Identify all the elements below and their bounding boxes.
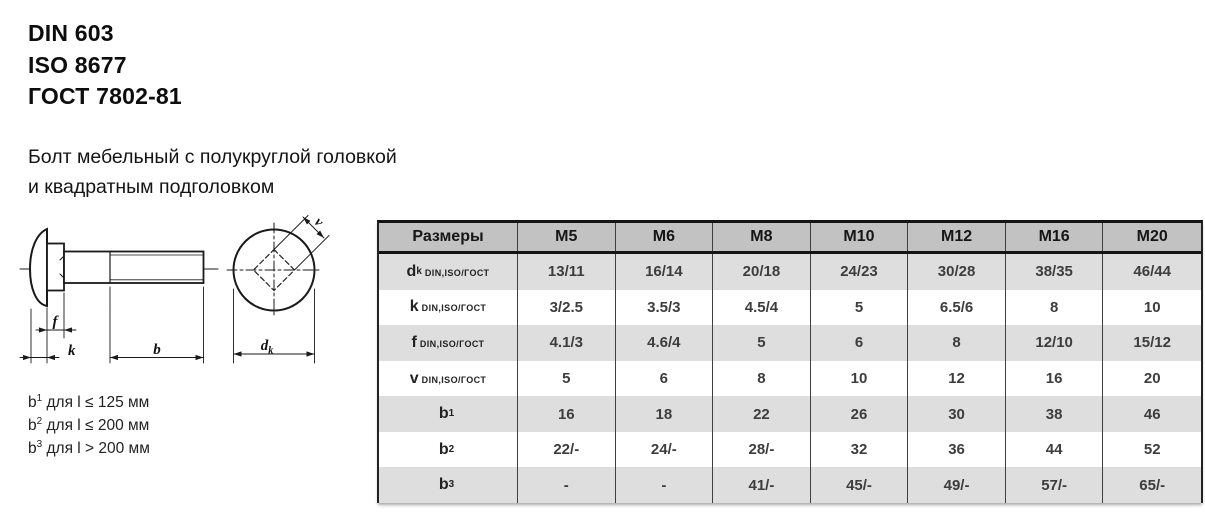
- cell-value: 12/10: [1006, 325, 1104, 361]
- cell-value: 22/-: [518, 432, 616, 468]
- cell-value: 38/35: [1006, 254, 1104, 290]
- cell-value: 20: [1143, 370, 1161, 388]
- cell-value: 41/-: [713, 467, 811, 503]
- cell-value: 18: [616, 396, 714, 432]
- table-row-b1: [379, 396, 1201, 432]
- row-label: d k DIN,ISO/ГОСТ: [379, 254, 518, 290]
- table-header-row: [379, 223, 1201, 254]
- table-row-b2: [379, 432, 1201, 468]
- cell-value: 4.6/4: [616, 325, 714, 361]
- cell-value: 3/2.5: [518, 290, 616, 326]
- header-m8: M8: [713, 223, 811, 251]
- standards-heading: [28, 18, 182, 113]
- product-title: [28, 142, 397, 202]
- cell-value: 46: [1143, 405, 1161, 423]
- standard-iso: ISO 8677: [28, 51, 127, 78]
- row-label: k DIN,ISO/ГОСТ: [379, 290, 518, 326]
- cell-value: 30: [908, 396, 1006, 432]
- cell-value: 16/14: [616, 254, 714, 290]
- bolt-side-view: [20, 229, 218, 306]
- header-m16: M16: [1006, 223, 1104, 251]
- label-dk: $d_k$: [260, 338, 274, 357]
- footnote-b2: $b^2$ для l ≤ 200 мм: [28, 415, 150, 434]
- cell-value: 26: [811, 396, 909, 432]
- footnote-b1: $b^1$ для l ≤ 125 мм: [28, 392, 150, 411]
- cell-value: 22: [713, 396, 811, 432]
- cell-value: 8: [1006, 290, 1104, 326]
- product-title-line2: и квадратным подголовком: [28, 176, 275, 198]
- table-row-f: [379, 325, 1201, 361]
- cell-value: 44: [1006, 432, 1104, 468]
- standard-din: DIN 603: [28, 20, 114, 46]
- row-label: v DIN,ISO/ГОСТ: [379, 361, 518, 397]
- header-m12: M12: [908, 223, 1006, 251]
- cell-value: 12: [908, 361, 1006, 397]
- row-label: f DIN,ISO/ГОСТ: [379, 325, 518, 361]
- center-crosshair: [227, 223, 321, 317]
- row-label: b 2: [379, 432, 518, 468]
- table-row-dk: [379, 254, 1201, 290]
- label-k: k: [68, 343, 76, 359]
- bolt-head: [30, 229, 47, 306]
- header-sizes: Размеры: [379, 223, 518, 251]
- cell-value: 57/-: [1006, 467, 1104, 503]
- cell-value: 49/-: [908, 467, 1006, 503]
- square-neck: [47, 244, 64, 291]
- label-b: b: [153, 342, 161, 358]
- cell-value: 5: [713, 325, 811, 361]
- cell-value: 16: [518, 396, 616, 432]
- dimension-k: [20, 355, 59, 360]
- product-title-line1: Болт мебельный с полукруглой головкой: [28, 146, 397, 168]
- cell-value: 6: [616, 361, 714, 397]
- header-m5: M5: [518, 223, 616, 251]
- table-row-v: [379, 361, 1201, 397]
- label-v: v: [310, 215, 326, 231]
- footnotes: [28, 391, 150, 460]
- cell-value: 46/44: [1133, 263, 1171, 281]
- cell-value: 32: [811, 432, 909, 468]
- cell-value: 10: [1143, 298, 1161, 316]
- header-m10: M10: [811, 223, 909, 251]
- cell-value: 5: [518, 361, 616, 397]
- cell-value: 36: [908, 432, 1006, 468]
- cell-value: 45/-: [811, 467, 909, 503]
- dimensions-table: [377, 220, 1203, 503]
- shank: [64, 252, 204, 284]
- bolt-end-view: [227, 223, 321, 317]
- label-f: f: [52, 314, 58, 330]
- cell-value: 4.5/4: [713, 290, 811, 326]
- standard-gost: ГОСТ 7802-81: [28, 83, 182, 109]
- cell-value: 6.5/6: [908, 290, 1006, 326]
- table-row-b3: [379, 467, 1201, 503]
- cell-value: 24/-: [616, 432, 714, 468]
- cell-value: 65/-: [1139, 476, 1166, 494]
- cell-value: 38: [1006, 396, 1104, 432]
- cell-value: 3.5/3: [616, 290, 714, 326]
- cell-value: -: [616, 467, 714, 503]
- cell-value: 24/23: [811, 254, 909, 290]
- table-row-k: [379, 290, 1201, 326]
- cell-value: 16: [1006, 361, 1104, 397]
- cell-value: 8: [908, 325, 1006, 361]
- row-label: b 1: [379, 396, 518, 432]
- cell-value: 52: [1143, 441, 1161, 459]
- cell-value: 5: [811, 290, 909, 326]
- cell-value: 13/11: [518, 254, 616, 290]
- cell-value: 6: [811, 325, 909, 361]
- bolt-technical-drawing: [15, 205, 370, 377]
- row-label: b 3: [379, 467, 518, 503]
- cell-value: 28/-: [713, 432, 811, 468]
- cell-value: 4.1/3: [518, 325, 616, 361]
- footnote-b3: $b^3$ для l > 200 мм: [28, 438, 150, 457]
- cell-value: -: [518, 467, 616, 503]
- header-m6: M6: [616, 223, 714, 251]
- cell-value: 8: [713, 361, 811, 397]
- cell-value: 20/18: [713, 254, 811, 290]
- cell-value: 10: [811, 361, 909, 397]
- header-m20: M20: [1136, 228, 1168, 245]
- cell-value: 30/28: [908, 254, 1006, 290]
- cell-value: 15/12: [1133, 334, 1171, 352]
